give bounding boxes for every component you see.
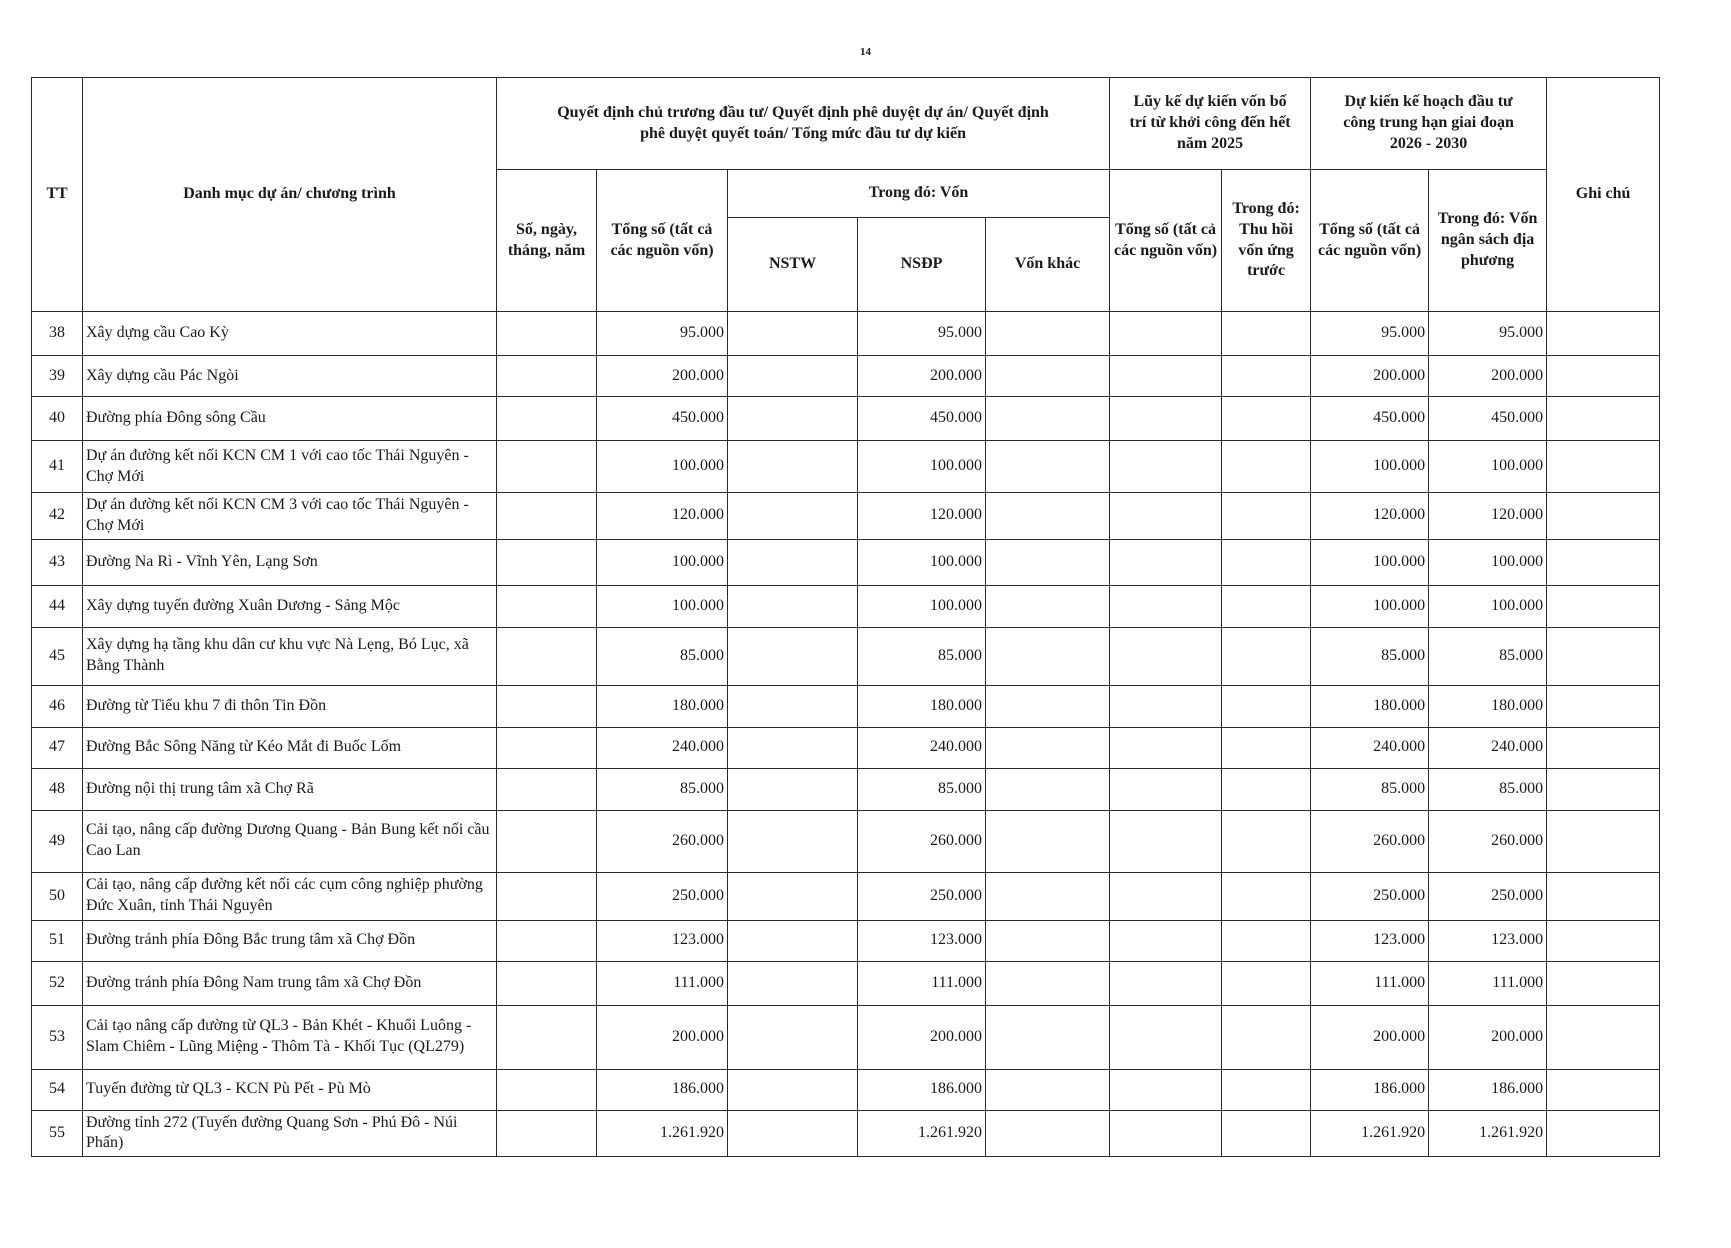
row-dk-ngan-sach: 186.000 [1429,1069,1547,1110]
row-thu-hoi [1222,397,1311,441]
row-nstw [728,493,858,540]
row-tong-so: 200.000 [597,356,728,397]
table-row [32,539,1660,585]
row-dk-tong-so: 260.000 [1311,810,1429,872]
header-luy-ke-tong-so: Tổng số (tất cả các nguồn vốn) [1110,170,1222,312]
header-von-khac: Vốn khác [986,218,1110,312]
row-luy-ke-tong-so [1110,356,1222,397]
row-ghi-chu [1547,685,1660,727]
row-so-ngay [497,539,597,585]
row-so-ngay [497,727,597,768]
row-luy-ke-tong-so [1110,685,1222,727]
table-row [32,441,1660,493]
row-dk-ngan-sach: 180.000 [1429,685,1547,727]
row-ghi-chu [1547,627,1660,685]
row-tt: 49 [32,810,83,872]
table-row [32,356,1660,397]
header-so-ngay: Số, ngày, tháng, năm [497,170,597,312]
row-nstw [728,397,858,441]
header-nstw: NSTW [728,218,858,312]
row-dk-tong-so: 123.000 [1311,920,1429,961]
row-dk-ngan-sach: 100.000 [1429,585,1547,627]
row-tt: 48 [32,768,83,810]
row-dk-tong-so: 180.000 [1311,685,1429,727]
header-danh-muc: Danh mục dự án/ chương trình [83,78,497,312]
row-so-ngay [497,1110,597,1157]
header-tt: TT [32,78,83,312]
row-ghi-chu [1547,920,1660,961]
row-thu-hoi [1222,920,1311,961]
header-luy-ke: Lũy kế dự kiến vốn bố trí từ khởi công đến hết năm 2025 [1110,78,1311,170]
table-row [32,872,1660,920]
row-nstw [728,356,858,397]
row-tt: 53 [32,1005,83,1069]
table-row [32,961,1660,1005]
row-von-khac [986,872,1110,920]
row-von-khac [986,356,1110,397]
row-thu-hoi [1222,627,1311,685]
row-dk-ngan-sach: 200.000 [1429,1005,1547,1069]
row-project-name: Cải tạo, nâng cấp đường Dương Quang - Bản Bung kết nối cầu Cao Lan [83,810,497,872]
row-von-khac [986,397,1110,441]
row-nsdp: 95.000 [858,312,986,356]
row-tong-so: 180.000 [597,685,728,727]
row-nstw [728,920,858,961]
row-tong-so: 260.000 [597,810,728,872]
row-luy-ke-tong-so [1110,627,1222,685]
row-nsdp: 180.000 [858,685,986,727]
table-row [32,397,1660,441]
row-thu-hoi [1222,539,1311,585]
row-nsdp: 200.000 [858,356,986,397]
row-so-ngay [497,920,597,961]
row-tt: 43 [32,539,83,585]
row-project-name: Đường tránh phía Đông Bắc trung tâm xã Chợ Đồn [83,920,497,961]
row-ghi-chu [1547,356,1660,397]
row-ghi-chu [1547,961,1660,1005]
row-von-khac [986,312,1110,356]
row-nstw [728,810,858,872]
row-von-khac [986,493,1110,540]
row-luy-ke-tong-so [1110,1069,1222,1110]
row-nsdp: 1.261.920 [858,1110,986,1157]
row-tt: 44 [32,585,83,627]
row-dk-ngan-sach: 111.000 [1429,961,1547,1005]
row-nsdp: 120.000 [858,493,986,540]
row-luy-ke-tong-so [1110,441,1222,493]
row-so-ngay [497,441,597,493]
row-von-khac [986,961,1110,1005]
row-dk-tong-so: 100.000 [1311,585,1429,627]
row-tong-so: 100.000 [597,441,728,493]
row-tong-so: 250.000 [597,872,728,920]
row-nstw [728,1069,858,1110]
row-nsdp: 85.000 [858,768,986,810]
row-so-ngay [497,585,597,627]
row-ghi-chu [1547,312,1660,356]
row-nsdp: 250.000 [858,872,986,920]
row-von-khac [986,768,1110,810]
row-dk-ngan-sach: 95.000 [1429,312,1547,356]
row-thu-hoi [1222,356,1311,397]
row-luy-ke-tong-so [1110,961,1222,1005]
row-tt: 42 [32,493,83,540]
table-row [32,1069,1660,1110]
table-row [32,493,1660,540]
row-tt: 47 [32,727,83,768]
row-nsdp: 100.000 [858,441,986,493]
investment-table [31,77,1660,1157]
row-so-ngay [497,397,597,441]
row-project-name: Đường nội thị trung tâm xã Chợ Rã [83,768,497,810]
header-trong-do-von: Trong đó: Vốn [728,170,1110,218]
row-ghi-chu [1547,872,1660,920]
header-thu-hoi: Trong đó: Thu hồi vốn ứng trước [1222,170,1311,312]
row-thu-hoi [1222,685,1311,727]
page-number: 14 [860,46,871,58]
row-project-name: Xây dựng tuyến đường Xuân Dương - Sảng Mộc [83,585,497,627]
row-dk-ngan-sach: 100.000 [1429,539,1547,585]
row-tong-so: 85.000 [597,768,728,810]
row-so-ngay [497,312,597,356]
row-nstw [728,872,858,920]
row-tt: 45 [32,627,83,685]
row-von-khac [986,685,1110,727]
row-tong-so: 100.000 [597,539,728,585]
table-row [32,585,1660,627]
row-project-name: Đường tránh phía Đông Nam trung tâm xã Chợ Đồn [83,961,497,1005]
header-tong-so: Tổng số (tất cả các nguồn vốn) [597,170,728,312]
row-ghi-chu [1547,539,1660,585]
row-dk-tong-so: 186.000 [1311,1069,1429,1110]
row-ghi-chu [1547,493,1660,540]
row-tong-so: 111.000 [597,961,728,1005]
row-dk-tong-so: 240.000 [1311,727,1429,768]
row-ghi-chu [1547,727,1660,768]
table-body [32,312,1660,1157]
table-row [32,1005,1660,1069]
row-tong-so: 100.000 [597,585,728,627]
row-so-ngay [497,685,597,727]
row-nsdp: 100.000 [858,539,986,585]
row-nstw [728,585,858,627]
table-row [32,1110,1660,1157]
row-project-name: Đường từ Tiểu khu 7 đi thôn Tin Đồn [83,685,497,727]
row-dk-ngan-sach: 85.000 [1429,768,1547,810]
row-dk-tong-so: 120.000 [1311,493,1429,540]
row-project-name: Xây dựng hạ tầng khu dân cư khu vực Nà Lẹng, Bó Lục, xã Bằng Thành [83,627,497,685]
row-luy-ke-tong-so [1110,312,1222,356]
row-tt: 41 [32,441,83,493]
row-project-name: Đường Na Rì - Vĩnh Yên, Lạng Sơn [83,539,497,585]
row-nsdp: 260.000 [858,810,986,872]
row-dk-ngan-sach: 123.000 [1429,920,1547,961]
row-dk-tong-so: 100.000 [1311,539,1429,585]
table-row [32,312,1660,356]
row-tt: 55 [32,1110,83,1157]
table-row [32,727,1660,768]
row-thu-hoi [1222,872,1311,920]
row-von-khac [986,1005,1110,1069]
row-dk-ngan-sach: 120.000 [1429,493,1547,540]
row-tong-so: 120.000 [597,493,728,540]
row-tong-so: 200.000 [597,1005,728,1069]
row-nsdp: 123.000 [858,920,986,961]
row-thu-hoi [1222,493,1311,540]
row-tt: 40 [32,397,83,441]
row-dk-ngan-sach: 240.000 [1429,727,1547,768]
row-dk-tong-so: 100.000 [1311,441,1429,493]
row-dk-ngan-sach: 200.000 [1429,356,1547,397]
row-tt: 38 [32,312,83,356]
row-dk-ngan-sach: 1.261.920 [1429,1110,1547,1157]
row-ghi-chu [1547,397,1660,441]
row-luy-ke-tong-so [1110,1110,1222,1157]
row-luy-ke-tong-so [1110,768,1222,810]
row-thu-hoi [1222,1069,1311,1110]
row-so-ngay [497,356,597,397]
row-tong-so: 240.000 [597,727,728,768]
row-thu-hoi [1222,585,1311,627]
row-project-name: Dự án đường kết nối KCN CM 1 với cao tốc Thái Nguyên - Chợ Mới [83,441,497,493]
row-ghi-chu [1547,768,1660,810]
row-dk-ngan-sach: 450.000 [1429,397,1547,441]
row-tong-so: 123.000 [597,920,728,961]
row-nstw [728,768,858,810]
row-luy-ke-tong-so [1110,1005,1222,1069]
row-so-ngay [497,961,597,1005]
row-luy-ke-tong-so [1110,920,1222,961]
row-nsdp: 100.000 [858,585,986,627]
row-nsdp: 111.000 [858,961,986,1005]
row-von-khac [986,585,1110,627]
row-tt: 39 [32,356,83,397]
header-du-kien: Dự kiến kế hoạch đầu tư công trung hạn giai đoạn 2026 - 2030 [1311,78,1547,170]
row-tong-so: 450.000 [597,397,728,441]
row-dk-tong-so: 111.000 [1311,961,1429,1005]
row-nsdp: 200.000 [858,1005,986,1069]
row-project-name: Tuyến đường từ QL3 - KCN Pù Pết - Pù Mò [83,1069,497,1110]
row-project-name: Cải tạo, nâng cấp đường kết nối các cụm công nghiệp phường Đức Xuân, tỉnh Thái Nguyên [83,872,497,920]
row-nstw [728,312,858,356]
row-dk-tong-so: 85.000 [1311,768,1429,810]
row-thu-hoi [1222,961,1311,1005]
row-von-khac [986,441,1110,493]
row-luy-ke-tong-so [1110,539,1222,585]
row-ghi-chu [1547,1110,1660,1157]
table-row [32,920,1660,961]
row-von-khac [986,539,1110,585]
table-row [32,685,1660,727]
row-so-ngay [497,1069,597,1110]
row-tt: 46 [32,685,83,727]
row-so-ngay [497,810,597,872]
row-von-khac [986,1069,1110,1110]
row-project-name: Cải tạo nâng cấp đường từ QL3 - Bản Khét - Khuổi Luông - Slam Chiêm - Lũng Miệng - Thôm Tà - Khối Tục (QL279) [83,1005,497,1069]
row-tt: 51 [32,920,83,961]
row-luy-ke-tong-so [1110,872,1222,920]
row-ghi-chu [1547,810,1660,872]
header-ghi-chu: Ghi chú [1547,78,1660,312]
row-dk-ngan-sach: 260.000 [1429,810,1547,872]
row-project-name: Đường phía Đông sông Cầu [83,397,497,441]
header-quyet-dinh: Quyết định chủ trương đầu tư/ Quyết định phê duyệt dự án/ Quyết định phê duyệt quyết toán/ Tổng mức đầu tư dự kiến [497,78,1110,170]
row-ghi-chu [1547,1005,1660,1069]
row-project-name: Đường Bắc Sông Năng từ Kéo Mắt đi Buốc Lốm [83,727,497,768]
table-row [32,627,1660,685]
row-nstw [728,1110,858,1157]
row-luy-ke-tong-so [1110,585,1222,627]
table-row [32,768,1660,810]
row-project-name: Đường tỉnh 272 (Tuyến đường Quang Sơn - Phú Đô - Núi Phấn) [83,1110,497,1157]
row-nsdp: 240.000 [858,727,986,768]
row-dk-ngan-sach: 100.000 [1429,441,1547,493]
header-nsdp: NSĐP [858,218,986,312]
row-dk-ngan-sach: 250.000 [1429,872,1547,920]
header-dk-ngan-sach: Trong đó: Vốn ngân sách địa phương [1429,170,1547,312]
row-nstw [728,1005,858,1069]
row-nstw [728,627,858,685]
row-ghi-chu [1547,441,1660,493]
row-project-name: Xây dựng cầu Cao Kỳ [83,312,497,356]
row-nstw [728,539,858,585]
row-thu-hoi [1222,441,1311,493]
row-dk-tong-so: 85.000 [1311,627,1429,685]
row-tong-so: 85.000 [597,627,728,685]
row-project-name: Xây dựng cầu Pác Ngòi [83,356,497,397]
row-nsdp: 85.000 [858,627,986,685]
row-tt: 50 [32,872,83,920]
row-nstw [728,961,858,1005]
row-so-ngay [497,493,597,540]
row-so-ngay [497,872,597,920]
row-dk-tong-so: 1.261.920 [1311,1110,1429,1157]
row-tt: 52 [32,961,83,1005]
row-thu-hoi [1222,1110,1311,1157]
row-dk-tong-so: 250.000 [1311,872,1429,920]
row-nsdp: 450.000 [858,397,986,441]
row-so-ngay [497,627,597,685]
row-nsdp: 186.000 [858,1069,986,1110]
header-dk-tong-so: Tổng số (tất cả các nguồn vốn) [1311,170,1429,312]
row-nstw [728,685,858,727]
row-ghi-chu [1547,1069,1660,1110]
row-thu-hoi [1222,727,1311,768]
row-thu-hoi [1222,768,1311,810]
row-ghi-chu [1547,585,1660,627]
row-luy-ke-tong-so [1110,397,1222,441]
row-so-ngay [497,768,597,810]
row-dk-ngan-sach: 85.000 [1429,627,1547,685]
row-dk-tong-so: 200.000 [1311,356,1429,397]
row-thu-hoi [1222,312,1311,356]
row-von-khac [986,727,1110,768]
row-tong-so: 95.000 [597,312,728,356]
row-luy-ke-tong-so [1110,810,1222,872]
row-dk-tong-so: 95.000 [1311,312,1429,356]
row-dk-tong-so: 450.000 [1311,397,1429,441]
row-tt: 54 [32,1069,83,1110]
row-thu-hoi [1222,810,1311,872]
row-tong-so: 1.261.920 [597,1110,728,1157]
row-luy-ke-tong-so [1110,727,1222,768]
row-luy-ke-tong-so [1110,493,1222,540]
row-tong-so: 186.000 [597,1069,728,1110]
row-von-khac [986,920,1110,961]
row-thu-hoi [1222,1005,1311,1069]
row-project-name: Dự án đường kết nối KCN CM 3 với cao tốc Thái Nguyên - Chợ Mới [83,493,497,540]
row-von-khac [986,1110,1110,1157]
row-von-khac [986,810,1110,872]
row-so-ngay [497,1005,597,1069]
table-row [32,810,1660,872]
row-dk-tong-so: 200.000 [1311,1005,1429,1069]
row-von-khac [986,627,1110,685]
row-nstw [728,441,858,493]
row-nstw [728,727,858,768]
